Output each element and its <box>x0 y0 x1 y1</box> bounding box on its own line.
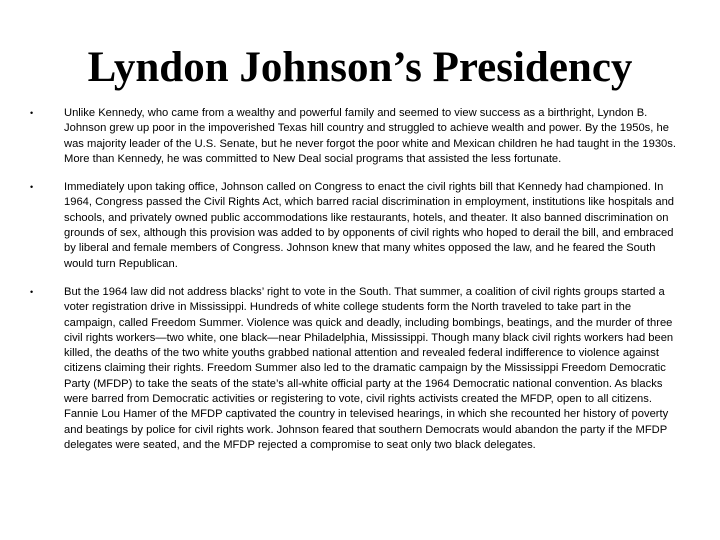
bullet-item <box>30 285 680 453</box>
bullet-item <box>30 106 680 167</box>
bullet-dot-icon: • <box>30 108 34 118</box>
bullet-text: But the 1964 law did not address blacks’ right to vote in the South. That summer, a coalition of civil rights groups started a voter registration drive in Mississippi. Hundreds of white college students form the North traveled to take part in the campaign, called Freedom Summer. Violence was quick and deadly, including bombings, beatings, and the murder of three civil rights workers—two white, one black—near Philadelphia, Mississippi. Though many black civil rights workers had been killed, the deaths of the two white youths grabbed national attention and revealed federal indifference to violence against citizens claiming their rights. Freedom Summer also led to the dramatic campaign by the Mississippi Freedom Democratic Party (MFDP) to take the seats of the state’s all-white official party at the 1964 Democratic national convention. As blacks were barred from Democratic activities or registering to vote, civil rights activists created the MFDP, open to all citizens. Fannie Lou Hamer of the MFDP captivated the country in televised hearings, in which she recounted her history of poverty and beatings by police for civil rights work. Johnson feared that southern Democrats would abandon the party if the MFDP delegates were seated, and the MFDP rejected a compromise to seat only two black delegates. <box>64 285 674 451</box>
bullet-list <box>30 106 680 466</box>
bullet-dot-icon: • <box>30 286 34 297</box>
bullet-dot-icon: • <box>30 182 34 193</box>
bullet-text: Immediately upon taking office, Johnson called on Congress to enact the civil rights bill that Kennedy had championed. In 1964, Congress passed the Civil Rights Act, which barred racial discrimination in employment, institutions like hospitals and schools, and privately owned public accommodations like restaurants, hotels, and theater. It also banned discrimination on grounds of sex, although this provision was added to by opponents of civil rights who hoped to derail the bill, and embraced by liberal and female members of Congress. Johnson knew that many whites opposed the law, and he feared the South would turn Republican. <box>64 181 675 270</box>
bullet-item <box>30 180 680 272</box>
slide-title: Lyndon Johnson’s Presidency <box>87 44 633 91</box>
bullet-text: Unlike Kennedy, who came from a wealthy and powerful family and seemed to view success as a birthright, Lyndon B. Johnson grew up poor in the impoverished Texas hill country and struggled to achieve wealth and power. By the 1950s, he was majority leader of the U.S. Senate, but he never forgot the poor white and Mexican children he had taught in the 1930s. More than Kennedy, he was committed to New Deal social programs that assisted the less fortunate. <box>64 107 676 165</box>
